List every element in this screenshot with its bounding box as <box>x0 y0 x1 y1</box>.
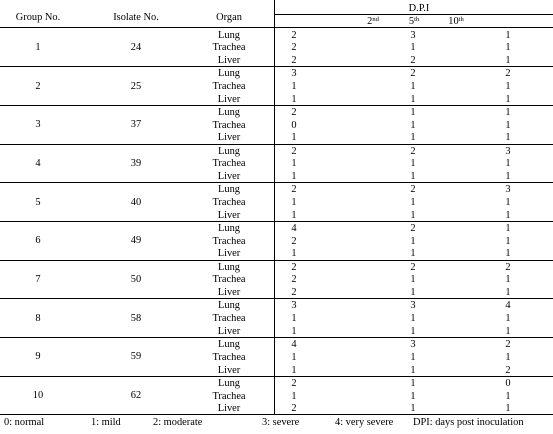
isolate-number: 59 <box>130 351 142 363</box>
dpi-10-score: 3 <box>505 145 511 157</box>
dpi-10-score: 1 <box>505 390 511 402</box>
dpi-5-score: 1 <box>410 197 416 208</box>
isolate-number: 50 <box>130 274 142 286</box>
dpi-5-score: 1 <box>410 42 416 54</box>
legend-normal: 0: normal <box>4 417 45 428</box>
organ-cell: Lung <box>218 261 240 273</box>
group-separator <box>0 221 553 222</box>
organ-cell: Trachea <box>212 313 246 325</box>
dpi-2-score: 1 <box>291 158 297 170</box>
dpi-2-score: 1 <box>291 80 297 92</box>
dpi-2-score: 2 <box>291 42 297 54</box>
dpi-underline <box>274 14 553 15</box>
organ-cell: Trachea <box>212 197 246 208</box>
dpi-10-score: 1 <box>505 248 511 260</box>
dpi-2-score: 2 <box>291 29 297 41</box>
dpi-2-score: 1 <box>291 364 297 376</box>
dpi-2-score: 4 <box>291 223 297 234</box>
dpi-2-score: 1 <box>291 248 297 260</box>
dpi-2-score: 2 <box>291 274 297 286</box>
isolate-number: 49 <box>130 235 142 247</box>
dpi-5-score: 1 <box>410 325 416 337</box>
dpi-2-score: 1 <box>291 351 297 363</box>
organ-cell: Liver <box>217 132 241 144</box>
dpi-10-score: 2 <box>505 364 511 376</box>
dpi-10-score: 1 <box>505 325 511 337</box>
dpi-10-score: 2 <box>505 68 511 80</box>
organ-cell: Lung <box>218 106 240 118</box>
dpi-10-score: 1 <box>505 403 511 415</box>
group-number: 3 <box>35 119 41 131</box>
dpi-10-score: 1 <box>505 235 511 247</box>
organ-cell: Trachea <box>212 119 246 131</box>
organ-cell: Lung <box>218 300 240 312</box>
dpi-2-score: 2 <box>291 287 297 299</box>
group-number: 4 <box>35 157 41 169</box>
header-bottom-rule <box>0 27 553 28</box>
dpi-5-score: 2 <box>410 223 416 234</box>
dpi-2-score: 1 <box>291 390 297 402</box>
dpi-2-score: 2 <box>291 54 297 66</box>
dpi-5-score: 2 <box>410 184 416 196</box>
dpi-10-score: 0 <box>505 377 511 389</box>
dpi-5-score: 1 <box>410 364 416 376</box>
header-group-no: Group No. <box>15 12 61 23</box>
header-day-10: 10th <box>448 16 464 27</box>
dpi-5-score: 2 <box>410 54 416 66</box>
group-separator <box>0 66 553 67</box>
organ-cell: Lung <box>218 339 240 351</box>
dpi-2-score: 1 <box>291 93 297 105</box>
dpi-2-score: 2 <box>291 235 297 247</box>
dpi-2-score: 1 <box>291 132 297 144</box>
dpi-5-score: 1 <box>410 403 416 415</box>
legend-mild: 1: mild <box>91 417 121 428</box>
dpi-10-score: 1 <box>505 351 511 363</box>
dpi-5-score: 3 <box>410 339 416 351</box>
group-separator <box>0 337 553 338</box>
dpi-5-score: 3 <box>410 300 416 312</box>
dpi-5-score: 1 <box>410 377 416 389</box>
dpi-10-score: 1 <box>505 313 511 325</box>
group-number: 2 <box>35 80 41 92</box>
dpi-5-score: 1 <box>410 313 416 325</box>
dpi-5-score: 1 <box>410 390 416 402</box>
table-bottom-rule <box>0 414 553 415</box>
dpi-5-score: 2 <box>410 261 416 273</box>
organ-cell: Liver <box>217 93 241 105</box>
organ-cell: Trachea <box>212 42 246 54</box>
organ-cell: Trachea <box>212 80 246 92</box>
dpi-5-score: 1 <box>410 209 416 221</box>
dpi-5-score: 1 <box>410 158 416 170</box>
dpi-5-score: 1 <box>410 80 416 92</box>
dpi-2-score: 3 <box>291 68 297 80</box>
header-day-5: 5th <box>408 16 420 27</box>
dpi-2-score: 1 <box>291 325 297 337</box>
header-day-2: 2nd <box>367 16 379 27</box>
organ-cell: Lung <box>218 377 240 389</box>
organ-cell: Trachea <box>212 235 246 247</box>
legend-severe: 3: severe <box>262 417 300 428</box>
group-separator <box>0 298 553 299</box>
organ-cell: Liver <box>217 403 241 415</box>
organ-cell: Lung <box>218 68 240 80</box>
dpi-2-score: 2 <box>291 184 297 196</box>
header-organ: Organ <box>216 12 242 23</box>
dpi-10-score: 1 <box>505 80 511 92</box>
dpi-5-score: 2 <box>410 68 416 80</box>
isolate-number: 25 <box>130 80 142 92</box>
dpi-10-score: 1 <box>505 42 511 54</box>
dpi-5-score: 3 <box>410 29 416 41</box>
isolate-number: 62 <box>130 390 142 402</box>
legend-moderate: 2: moderate <box>153 417 203 428</box>
dpi-2-score: 2 <box>291 377 297 389</box>
dpi-5-score: 1 <box>410 119 416 131</box>
group-number: 8 <box>35 312 41 324</box>
legend-dpi: DPI: days post inoculation <box>413 417 524 428</box>
organ-cell: Lung <box>218 184 240 196</box>
isolate-number: 24 <box>130 41 142 53</box>
dpi-2-score: 1 <box>291 209 297 221</box>
dpi-10-score: 1 <box>505 93 511 105</box>
dpi-10-score: 1 <box>505 197 511 208</box>
dpi-10-score: 2 <box>505 339 511 351</box>
dpi-5-score: 1 <box>410 171 416 182</box>
dpi-10-score: 1 <box>505 171 511 182</box>
group-number: 10 <box>32 390 44 402</box>
organ-cell: Liver <box>217 248 241 260</box>
group-number: 6 <box>35 235 41 247</box>
dpi-10-score: 1 <box>505 54 511 66</box>
dpi-2-score: 0 <box>291 119 297 131</box>
dpi-10-score: 1 <box>505 119 511 131</box>
dpi-10-score: 1 <box>505 106 511 118</box>
legend-very-severe: 4: very severe <box>335 417 394 428</box>
group-separator <box>0 144 553 145</box>
group-number: 5 <box>35 196 41 208</box>
dpi-2-score: 2 <box>291 145 297 157</box>
organ-cell: Liver <box>217 171 241 182</box>
organ-cell: Lung <box>218 145 240 157</box>
dpi-2-score: 2 <box>291 403 297 415</box>
dpi-5-score: 1 <box>410 351 416 363</box>
group-number: 7 <box>35 274 41 286</box>
dpi-10-score: 1 <box>505 223 511 234</box>
header-dpi: D.P.I <box>408 3 430 14</box>
dpi-5-score: 1 <box>410 287 416 299</box>
dpi-5-score: 1 <box>410 235 416 247</box>
organ-cell: Liver <box>217 209 241 221</box>
group-separator <box>0 260 553 261</box>
organ-cell: Lung <box>218 29 240 41</box>
group-separator <box>0 105 553 106</box>
dpi-10-score: 1 <box>505 132 511 144</box>
group-number: 1 <box>35 41 41 53</box>
isolate-number: 40 <box>130 196 142 208</box>
isolate-number: 58 <box>130 312 142 324</box>
dpi-2-score: 1 <box>291 197 297 208</box>
column-divider <box>274 0 275 415</box>
organ-cell: Liver <box>217 364 241 376</box>
dpi-10-score: 1 <box>505 287 511 299</box>
dpi-5-score: 1 <box>410 106 416 118</box>
dpi-2-score: 1 <box>291 313 297 325</box>
group-separator <box>0 182 553 183</box>
dpi-10-score: 1 <box>505 274 511 286</box>
dpi-10-score: 1 <box>505 209 511 221</box>
organ-cell: Liver <box>217 54 241 66</box>
dpi-10-score: 1 <box>505 158 511 170</box>
group-number: 9 <box>35 351 41 363</box>
dpi-10-score: 1 <box>505 29 511 41</box>
dpi-2-score: 1 <box>291 171 297 182</box>
organ-cell: Trachea <box>212 351 246 363</box>
organ-cell: Trachea <box>212 158 246 170</box>
dpi-5-score: 1 <box>410 248 416 260</box>
dpi-5-score: 1 <box>410 274 416 286</box>
organ-cell: Liver <box>217 287 241 299</box>
dpi-2-score: 4 <box>291 339 297 351</box>
dpi-10-score: 2 <box>505 261 511 273</box>
group-separator <box>0 376 553 377</box>
dpi-2-score: 3 <box>291 300 297 312</box>
dpi-5-score: 1 <box>410 132 416 144</box>
dpi-2-score: 2 <box>291 106 297 118</box>
dpi-2-score: 2 <box>291 261 297 273</box>
dpi-5-score: 2 <box>410 145 416 157</box>
organ-cell: Trachea <box>212 390 246 402</box>
dpi-10-score: 4 <box>505 300 511 312</box>
isolate-number: 37 <box>130 119 142 131</box>
organ-cell: Liver <box>217 325 241 337</box>
header-isolate-no: Isolate No. <box>113 12 159 23</box>
dpi-5-score: 1 <box>410 93 416 105</box>
isolate-number: 39 <box>130 157 142 169</box>
organ-cell: Trachea <box>212 274 246 286</box>
dpi-10-score: 3 <box>505 184 511 196</box>
organ-cell: Lung <box>218 223 240 234</box>
